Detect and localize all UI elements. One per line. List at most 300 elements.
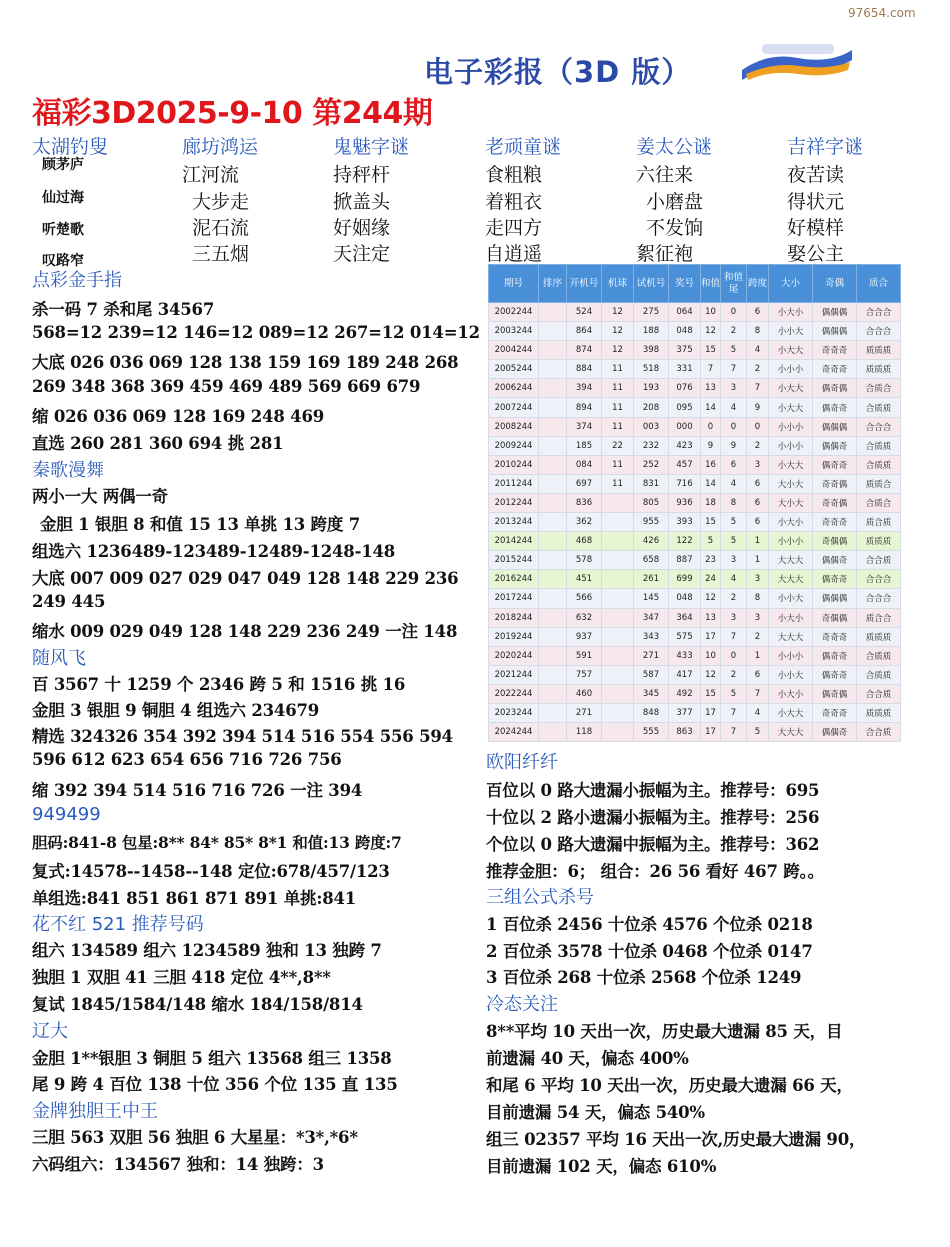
table-cell: 5 [721, 684, 747, 703]
table-cell: 2022244 [489, 684, 539, 703]
main-title: 福彩3D2025-9-10 第244期 [32, 96, 433, 131]
prediction-line: 249 445 [32, 592, 106, 611]
table-cell: 2004244 [489, 341, 539, 360]
table-cell: 大大大 [769, 570, 813, 589]
section-title-ouyang: 欧阳纤纤 [486, 752, 558, 773]
table-body [489, 303, 901, 742]
table-cell: 质合合 [857, 608, 901, 627]
table-cell-empty [539, 627, 567, 646]
table-cell: 偶奇奇 [813, 455, 857, 474]
table-cell: 492 [669, 684, 701, 703]
prediction-line: 目前遗漏 102 天，偏态 610% [486, 1157, 717, 1176]
prediction-line: 金胆 3 银胆 9 铜胆 4 组选六 234679 [32, 701, 320, 720]
table-cell: 1 [747, 532, 769, 551]
prediction-line: 复试 1845/1584/148 缩水 184/158/814 [32, 995, 363, 1014]
table-cell-empty [539, 341, 567, 360]
table-cell: 11 [602, 417, 634, 436]
table-cell: 2 [721, 665, 747, 684]
prediction-line: 组三 02357 平均 16 天出一次,历史最大遗漏 90， [486, 1130, 866, 1149]
table-cell: 3 [747, 455, 769, 474]
prediction-line: 六码组六：134567 独和：14 独跨：3 [32, 1155, 324, 1174]
table-cell: 小小大 [769, 322, 813, 341]
table-cell: 716 [669, 474, 701, 493]
prediction-line: 百位以 0 路大遗漏小振幅为主。推荐号：695 [486, 781, 820, 800]
table-cell: 2 [747, 627, 769, 646]
table-cell [602, 570, 634, 589]
table-cell: 2016244 [489, 570, 539, 589]
table-cell: 奇偶偶 [813, 608, 857, 627]
riddle-item: 娶公主 [787, 243, 845, 265]
table-cell: 188 [634, 322, 669, 341]
table-cell: 048 [669, 322, 701, 341]
table-cell: 合合质 [857, 551, 901, 570]
riddle-item: 天注定 [333, 243, 391, 265]
table-cell: 2006244 [489, 379, 539, 398]
table-cell: 831 [634, 474, 669, 493]
table-row [489, 360, 901, 379]
table-cell: 423 [669, 436, 701, 455]
table-cell: 118 [567, 723, 602, 742]
table-cell: 1 [747, 551, 769, 570]
table-cell: 大小大 [769, 474, 813, 493]
table-row [489, 570, 901, 589]
table-cell [602, 665, 634, 684]
table-cell: 2007244 [489, 398, 539, 417]
table-cell: 8 [747, 589, 769, 608]
table-cell-empty [539, 303, 567, 322]
table-cell: 632 [567, 608, 602, 627]
section-title-sanzu: 三组公式杀号 [486, 887, 594, 908]
table-cell [602, 646, 634, 665]
prediction-line: 大底 026 036 069 128 138 159 169 189 248 268 [32, 353, 459, 372]
table-cell: 大小大 [769, 493, 813, 512]
table-row [489, 436, 901, 455]
prediction-line: 3 百位杀 268 十位杀 2568 个位杀 1249 [486, 968, 802, 987]
table-cell: 12 [602, 322, 634, 341]
table-cell: 9 [747, 398, 769, 417]
table-cell: 合质质 [857, 455, 901, 474]
table-cell: 小大小 [769, 303, 813, 322]
table-cell: 15 [701, 684, 721, 703]
table-cell: 347 [634, 608, 669, 627]
table-cell: 小大大 [769, 341, 813, 360]
table-cell: 937 [567, 627, 602, 646]
prediction-line: 缩水 009 029 049 128 148 229 236 249 一注 148 [32, 622, 458, 641]
riddle-item: 持秤杆 [333, 164, 391, 186]
table-cell-empty [539, 455, 567, 474]
section-title-qinge: 秦歌漫舞 [32, 460, 104, 481]
column-header-laowantong: 老顽童谜 [485, 136, 562, 158]
riddle-item: 顾茅庐 [42, 157, 84, 173]
table-cell: 5 [701, 532, 721, 551]
table-cell: 2013244 [489, 513, 539, 532]
table-cell: 10 [701, 646, 721, 665]
table-cell: 0 [747, 417, 769, 436]
prediction-line: 269 348 368 369 459 469 489 569 669 679 [32, 377, 421, 396]
table-cell: 048 [669, 589, 701, 608]
table-cell: 393 [669, 513, 701, 532]
table-cell: 偶偶奇 [813, 551, 857, 570]
table-cell: 7 [721, 360, 747, 379]
table-cell: 2011244 [489, 474, 539, 493]
table-cell: 374 [567, 417, 602, 436]
table-cell: 偶奇偶 [813, 684, 857, 703]
prediction-line: 两小一大 两偶一奇 [32, 487, 168, 506]
table-cell: 奇奇奇 [813, 703, 857, 722]
table-cell: 质质质 [857, 703, 901, 722]
table-row [489, 627, 901, 646]
table-cell: 362 [567, 513, 602, 532]
table-cell: 095 [669, 398, 701, 417]
table-cell: 398 [634, 341, 669, 360]
table-row [489, 703, 901, 722]
table-cell: 2014244 [489, 532, 539, 551]
table-cell: 864 [567, 322, 602, 341]
table-cell: 偶奇奇 [813, 646, 857, 665]
table-cell: 11 [602, 360, 634, 379]
table-row [489, 303, 901, 322]
table-cell: 小小大 [769, 589, 813, 608]
table-cell: 275 [634, 303, 669, 322]
prediction-line: 百 3567 十 1259 个 2346 跨 5 和 1516 挑 16 [32, 675, 406, 694]
table-cell: 合合合 [857, 570, 901, 589]
prediction-line: 三胆 563 双胆 56 独胆 6 大星星：*3*,*6* [32, 1128, 358, 1147]
table-cell: 3 [747, 570, 769, 589]
table-cell: 6 [747, 513, 769, 532]
riddle-item: 好姻缘 [333, 217, 391, 239]
table-row [489, 684, 901, 703]
table-cell: 质质质 [857, 627, 901, 646]
table-cell: 2005244 [489, 360, 539, 379]
table-cell: 23 [701, 551, 721, 570]
table-cell: 14 [701, 474, 721, 493]
table-cell: 460 [567, 684, 602, 703]
riddle-item: 夜苦读 [787, 164, 845, 186]
table-cell: 合质质 [857, 646, 901, 665]
prediction-line: 十位以 2 路小遗漏小振幅为主。推荐号：256 [486, 808, 820, 827]
table-cell-empty [539, 703, 567, 722]
table-cell [602, 627, 634, 646]
table-cell: 3 [721, 379, 747, 398]
table-row [489, 398, 901, 417]
table-cell: 大大大 [769, 723, 813, 742]
table-cell: 合质质 [857, 665, 901, 684]
table-cell: 质质合 [857, 474, 901, 493]
table-cell: 364 [669, 608, 701, 627]
table-cell: 261 [634, 570, 669, 589]
table-cell: 16 [701, 455, 721, 474]
table-cell: 8 [747, 322, 769, 341]
table-cell: 小小大 [769, 665, 813, 684]
table-cell: 2018244 [489, 608, 539, 627]
table-cell: 合合合 [857, 417, 901, 436]
table-cell: 0 [721, 303, 747, 322]
table-header-row [489, 265, 901, 303]
table-cell-empty [539, 474, 567, 493]
prediction-line: 8**平均 10 天出一次，历史最大遗漏 85 天，目 [486, 1022, 843, 1041]
riddle-item: 食粗粮 [485, 164, 543, 186]
prediction-line: 独胆 1 双胆 41 三胆 418 定位 4**,8** [32, 968, 331, 987]
prediction-line: 组选六 1236489-123489-12489-1248-148 [32, 542, 396, 561]
table-cell-empty [539, 493, 567, 512]
table-cell: 偶偶奇 [813, 436, 857, 455]
table-cell: 658 [634, 551, 669, 570]
publication-title: 电子彩报（3D 版） [424, 55, 692, 89]
table-cell-empty [539, 684, 567, 703]
table-cell-empty [539, 379, 567, 398]
table-cell: 433 [669, 646, 701, 665]
table-cell: 5 [721, 341, 747, 360]
table-cell: 2017244 [489, 589, 539, 608]
table-cell: 质合质 [857, 513, 901, 532]
table-cell: 11 [602, 474, 634, 493]
table-cell: 小大大 [769, 379, 813, 398]
table-cell: 偶偶奇 [813, 723, 857, 742]
table-cell: 9 [701, 436, 721, 455]
table-cell: 000 [669, 417, 701, 436]
table-header: 奇偶 [813, 265, 857, 303]
table-cell: 805 [634, 493, 669, 512]
table-cell: 14 [701, 398, 721, 417]
table-cell: 457 [669, 455, 701, 474]
table-cell: 4 [721, 398, 747, 417]
table-cell: 375 [669, 341, 701, 360]
prediction-line: 缩 026 036 069 128 169 248 469 [32, 407, 325, 426]
table-row [489, 608, 901, 627]
table-cell: 合合合 [857, 589, 901, 608]
table-cell: 887 [669, 551, 701, 570]
table-cell: 084 [567, 455, 602, 474]
section-title-liaoda: 辽大 [32, 1021, 68, 1042]
table-cell: 122 [669, 532, 701, 551]
table-cell [602, 723, 634, 742]
prediction-line: 复式:14578--1458--148 定位:678/457/123 [32, 862, 390, 881]
riddle-item: 仙过海 [42, 190, 84, 206]
table-cell: 2020244 [489, 646, 539, 665]
table-row [489, 493, 901, 512]
prediction-line: 胆码:841-8 包星:8** 84* 85* 8*1 和值:13 跨度:7 [32, 833, 402, 852]
prediction-line: 组六 134589 组六 1234589 独和 13 独跨 7 [32, 941, 382, 960]
table-cell [602, 551, 634, 570]
table-cell: 12 [701, 589, 721, 608]
table-cell: 合质合 [857, 493, 901, 512]
table-cell: 185 [567, 436, 602, 455]
table-cell: 12 [701, 322, 721, 341]
table-cell: 奇奇奇 [813, 513, 857, 532]
table-cell: 575 [669, 627, 701, 646]
table-cell: 小小小 [769, 417, 813, 436]
table-cell: 17 [701, 627, 721, 646]
table-cell: 271 [634, 646, 669, 665]
table-cell: 大大大 [769, 627, 813, 646]
table-header: 大小 [769, 265, 813, 303]
table-cell: 质质质 [857, 532, 901, 551]
table-cell: 12 [602, 341, 634, 360]
table-cell-empty [539, 398, 567, 417]
table-cell: 小小小 [769, 532, 813, 551]
table-cell: 145 [634, 589, 669, 608]
table-cell: 偶奇奇 [813, 398, 857, 417]
table-cell [602, 589, 634, 608]
table-cell: 566 [567, 589, 602, 608]
table-cell: 591 [567, 646, 602, 665]
table-cell: 2010244 [489, 455, 539, 474]
table-cell: 7 [701, 360, 721, 379]
table-cell: 7 [721, 627, 747, 646]
table-header: 质合 [857, 265, 901, 303]
table-cell-empty [539, 589, 567, 608]
table-cell-empty [539, 532, 567, 551]
table-cell: 524 [567, 303, 602, 322]
table-cell: 质质质 [857, 360, 901, 379]
table-cell: 6 [747, 474, 769, 493]
prediction-line: 杀一码 7 杀和尾 34567 [32, 300, 215, 319]
table-cell-empty [539, 646, 567, 665]
table-cell: 偶奇偶 [813, 379, 857, 398]
table-cell [602, 513, 634, 532]
table-header: 期号 [489, 265, 539, 303]
table-cell-empty [539, 665, 567, 684]
table-cell: 10 [701, 303, 721, 322]
table-cell: 0 [721, 646, 747, 665]
table-cell: 555 [634, 723, 669, 742]
section-title-949499: 949499 [32, 804, 101, 825]
table-cell: 0 [701, 417, 721, 436]
table-cell: 874 [567, 341, 602, 360]
table-cell: 331 [669, 360, 701, 379]
table-cell: 699 [669, 570, 701, 589]
table-header: 跨度 [747, 265, 769, 303]
table-cell [602, 608, 634, 627]
table-cell: 7 [721, 703, 747, 722]
table-cell: 1 [747, 646, 769, 665]
history-table [488, 264, 901, 742]
table-header: 试机号 [634, 265, 669, 303]
table-cell: 836 [567, 493, 602, 512]
riddle-item: 絮征袍 [636, 243, 694, 265]
table-cell: 7 [747, 684, 769, 703]
table-cell: 偶奇奇 [813, 665, 857, 684]
table-cell [602, 493, 634, 512]
table-cell: 小大小 [769, 513, 813, 532]
table-cell-empty [539, 513, 567, 532]
table-header: 机球 [602, 265, 634, 303]
publication-logo [738, 40, 856, 84]
riddle-item: 得状元 [787, 191, 845, 213]
table-cell: 小大小 [769, 684, 813, 703]
prediction-line: 前遗漏 40 天，偏态 400% [486, 1049, 689, 1068]
table-row [489, 532, 901, 551]
table-cell: 343 [634, 627, 669, 646]
table-row [489, 665, 901, 684]
table-cell: 064 [669, 303, 701, 322]
table-cell: 271 [567, 703, 602, 722]
table-row [489, 723, 901, 742]
table-cell: 252 [634, 455, 669, 474]
table-cell: 11 [602, 455, 634, 474]
table-cell: 22 [602, 436, 634, 455]
riddle-item: 自逍遥 [485, 243, 543, 265]
riddle-item: 不发饷 [646, 217, 704, 239]
table-cell: 11 [602, 379, 634, 398]
table-cell: 奇奇偶 [813, 474, 857, 493]
table-cell: 合合合 [857, 322, 901, 341]
prediction-line: 单组选:841 851 861 871 891 单挑:841 [32, 889, 357, 908]
table-cell: 奇奇奇 [813, 341, 857, 360]
section-title-jinpai: 金牌独胆王中王 [32, 1101, 158, 1122]
table-cell: 12 [701, 665, 721, 684]
riddle-item: 江河流 [182, 164, 240, 186]
riddle-item: 好模样 [787, 217, 845, 239]
table-cell: 2002244 [489, 303, 539, 322]
table-cell: 0 [721, 417, 747, 436]
table-cell: 偶奇奇 [813, 570, 857, 589]
table-cell: 468 [567, 532, 602, 551]
table-cell: 232 [634, 436, 669, 455]
table-cell: 4 [721, 570, 747, 589]
table-row [489, 513, 901, 532]
table-cell-empty [539, 551, 567, 570]
table-cell: 偶偶偶 [813, 417, 857, 436]
prediction-line: 大底 007 009 027 029 047 049 128 148 229 236 [32, 569, 459, 588]
table-cell: 奇奇奇 [813, 360, 857, 379]
table-cell: 2024244 [489, 723, 539, 742]
table-cell: 193 [634, 379, 669, 398]
table-cell: 6 [747, 493, 769, 512]
table-cell: 2012244 [489, 493, 539, 512]
table-cell: 003 [634, 417, 669, 436]
riddle-item: 听楚歌 [42, 222, 84, 238]
table-row [489, 417, 901, 436]
prediction-line: 推荐金胆：6； 组合：26 56 看好 467 跨。。 [486, 862, 824, 881]
table-cell: 426 [634, 532, 669, 551]
table-cell: 合质质 [857, 398, 901, 417]
table-cell: 小小小 [769, 646, 813, 665]
table-cell: 小大大 [769, 703, 813, 722]
table-cell: 394 [567, 379, 602, 398]
table-cell: 24 [701, 570, 721, 589]
table-cell: 合合质 [857, 684, 901, 703]
table-cell: 757 [567, 665, 602, 684]
table-cell: 2 [747, 436, 769, 455]
section-title-dian: 点彩金手指 [32, 270, 122, 291]
prediction-line: 金胆 1**银胆 3 铜胆 5 组六 13568 组三 1358 [32, 1049, 392, 1068]
table-cell-empty [539, 360, 567, 379]
table-cell: 合合质 [857, 723, 901, 742]
table-cell: 417 [669, 665, 701, 684]
table-cell: 4 [747, 341, 769, 360]
table-cell: 936 [669, 493, 701, 512]
table-cell: 587 [634, 665, 669, 684]
table-cell: 质质质 [857, 341, 901, 360]
table-cell: 208 [634, 398, 669, 417]
riddle-item: 掀盖头 [333, 191, 391, 213]
table-cell: 848 [634, 703, 669, 722]
table-cell [602, 532, 634, 551]
section-title-huaburong: 花不红 521 推荐号码 [32, 914, 204, 935]
table-cell: 小大大 [769, 398, 813, 417]
prediction-line: 596 612 623 654 656 716 726 756 [32, 750, 342, 769]
table-cell: 偶偶偶 [813, 589, 857, 608]
table-cell: 6 [747, 303, 769, 322]
prediction-line: 1 百位杀 2456 十位杀 4576 个位杀 0218 [486, 915, 813, 934]
table-cell: 3 [747, 608, 769, 627]
table-cell: 17 [701, 723, 721, 742]
prediction-line: 个位以 0 路大遗漏中振幅为主。推荐号：362 [486, 835, 820, 854]
table-cell: 偶偶偶 [813, 303, 857, 322]
table-cell: 15 [701, 513, 721, 532]
table-cell: 2 [747, 360, 769, 379]
